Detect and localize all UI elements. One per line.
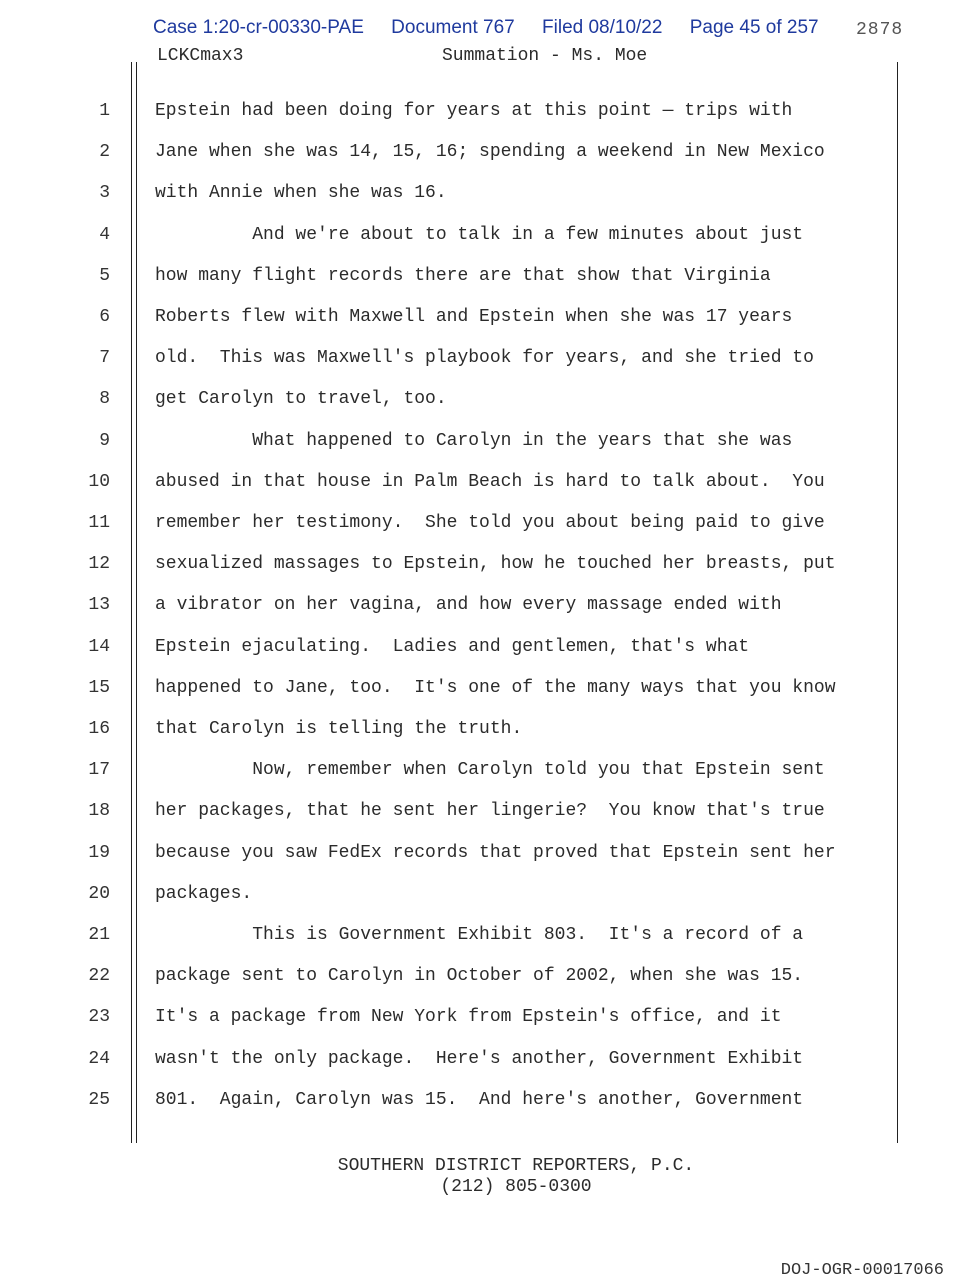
transcript-line: remember her testimony. She told you about being paid to give bbox=[155, 513, 825, 533]
left-margin-rule-inner bbox=[136, 62, 137, 1143]
transcript-line: This is Government Exhibit 803. It's a record of a bbox=[155, 925, 804, 945]
transcript-line: wasn't the only package. Here's another, Government Exhibit bbox=[155, 1049, 804, 1069]
transcript-line: old. This was Maxwell's playbook for years, and she tried to bbox=[155, 348, 814, 368]
case-number: Case 1:20-cr-00330-PAE bbox=[153, 17, 364, 38]
transcript-line: It's a package from New York from Epstein's office, and it bbox=[155, 1007, 782, 1027]
line-number: 4 bbox=[99, 225, 110, 245]
transcript-line: a vibrator on her vagina, and how every massage ended with bbox=[155, 595, 782, 615]
transcript-line: sexualized massages to Epstein, how he touched her breasts, put bbox=[155, 554, 836, 574]
transcript-line: package sent to Carolyn in October of 2002, when she was 15. bbox=[155, 966, 804, 986]
transcript-line: Roberts flew with Maxwell and Epstein when she was 17 years bbox=[155, 307, 793, 327]
transcript-line: abused in that house in Palm Beach is hard to talk about. You bbox=[155, 472, 825, 492]
left-margin-rule bbox=[131, 62, 132, 1143]
bates-number: DOJ-OGR-00017066 bbox=[780, 1261, 944, 1280]
case-header bbox=[153, 17, 819, 39]
transcript-line: Now, remember when Carolyn told you that Epstein sent bbox=[155, 760, 825, 780]
transcript-line: Epstein ejaculating. Ladies and gentlemen, that's what bbox=[155, 637, 750, 657]
line-number: 3 bbox=[99, 183, 110, 203]
line-number: 20 bbox=[88, 884, 110, 904]
line-number: 7 bbox=[99, 348, 110, 368]
transcript-page-number: 2878 bbox=[856, 20, 904, 40]
line-number: 17 bbox=[88, 760, 110, 780]
transcript-line: What happened to Carolyn in the years that she was bbox=[155, 431, 793, 451]
line-number: 22 bbox=[88, 966, 110, 986]
filed-date: Filed 08/10/22 bbox=[542, 17, 663, 38]
line-number: 21 bbox=[88, 925, 110, 945]
footer-phone: (212) 805-0300 bbox=[440, 1177, 592, 1197]
header-title: Summation - Ms. Moe bbox=[442, 46, 648, 66]
page-of-total: Page 45 of 257 bbox=[689, 17, 819, 38]
line-number: 6 bbox=[99, 307, 110, 327]
line-number: 5 bbox=[99, 266, 110, 286]
header-code: LCKCmax3 bbox=[157, 46, 244, 66]
transcript-line: her packages, that he sent her lingerie? You know that's true bbox=[155, 801, 825, 821]
line-number: 8 bbox=[99, 389, 110, 409]
transcript-line: how many flight records there are that show that Virginia bbox=[155, 266, 771, 286]
line-number: 15 bbox=[88, 678, 110, 698]
line-number: 2 bbox=[99, 142, 110, 162]
transcript-line: Epstein had been doing for years at this point — trips with bbox=[155, 101, 793, 121]
transcript-line: Jane when she was 14, 15, 16; spending a weekend in New Mexico bbox=[155, 142, 825, 162]
line-number: 1 bbox=[99, 101, 110, 121]
line-number: 18 bbox=[88, 801, 110, 821]
footer-reporter: SOUTHERN DISTRICT REPORTERS, P.C. bbox=[337, 1156, 695, 1176]
right-margin-rule bbox=[897, 62, 898, 1143]
transcript-line: with Annie when she was 16. bbox=[155, 183, 447, 203]
line-number: 25 bbox=[88, 1090, 110, 1110]
line-number: 19 bbox=[88, 843, 110, 863]
document-number: Document 767 bbox=[391, 17, 515, 38]
line-number: 11 bbox=[88, 513, 110, 533]
transcript-line: get Carolyn to travel, too. bbox=[155, 389, 447, 409]
transcript-line: packages. bbox=[155, 884, 253, 904]
line-number: 16 bbox=[88, 719, 110, 739]
line-number: 9 bbox=[99, 431, 110, 451]
line-number: 13 bbox=[88, 595, 110, 615]
transcript-line: because you saw FedEx records that proved that Epstein sent her bbox=[155, 843, 836, 863]
transcript-line: And we're about to talk in a few minutes about just bbox=[155, 225, 804, 245]
line-number: 12 bbox=[88, 554, 110, 574]
line-number: 23 bbox=[88, 1007, 110, 1027]
transcript-line: 801. Again, Carolyn was 15. And here's another, Government bbox=[155, 1090, 804, 1110]
transcript-line: happened to Jane, too. It's one of the many ways that you know bbox=[155, 678, 836, 698]
line-number: 10 bbox=[88, 472, 110, 492]
line-number: 24 bbox=[88, 1049, 110, 1069]
transcript-line: that Carolyn is telling the truth. bbox=[155, 719, 523, 739]
line-number: 14 bbox=[88, 637, 110, 657]
